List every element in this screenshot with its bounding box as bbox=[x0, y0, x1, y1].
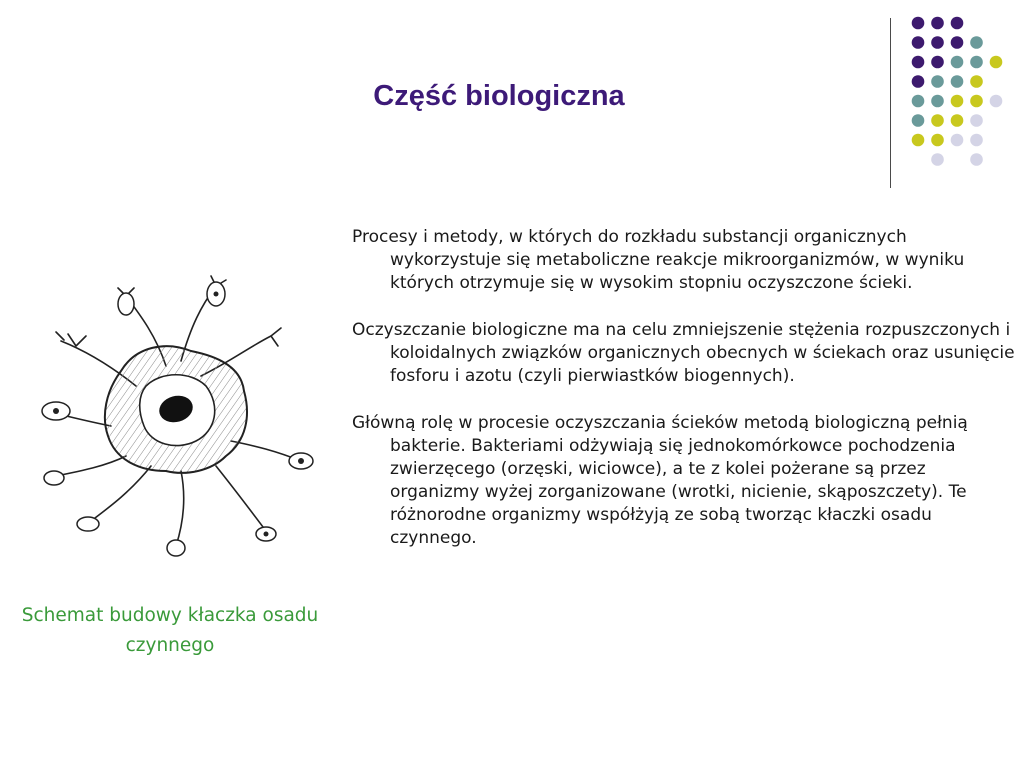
slide-title: Część biologiczna bbox=[373, 80, 625, 112]
decorative-dot bbox=[970, 56, 983, 69]
decorative-dot bbox=[990, 56, 1003, 69]
decorative-dot bbox=[970, 36, 983, 49]
illustration-caption: Schemat budowy kłaczka osadu czynnego bbox=[21, 605, 319, 656]
decorative-dot bbox=[931, 36, 944, 49]
paragraph-definition: Procesy i metody, w których do rozkładu substancji organicznych wykorzystuje się metaboliczne reakcje mikroorganizmów, w wyniku których otrzymuje się w wysokim stopniu oczyszczone ścieki. bbox=[352, 227, 965, 293]
decorative-dot bbox=[931, 134, 944, 147]
paragraph-bacteria: Główną rolę w procesie oczyszczania ścieków metodą biologiczną pełnią bakterie. Bakteriami odżywiają się jednokomórkowce pochodzenia zwierzęcego (orzęski, wiciowce), a te z kolei pożerane są przez organizmy wyżej zorganizowane (wrotki, nicienie, skąposzczety). Te różnorodne organizmy współżyją ze sobą tworząc kłaczki osadu czynnego. bbox=[352, 413, 968, 548]
decorative-dot bbox=[912, 17, 925, 30]
activated-sludge-floc-icon bbox=[16, 266, 332, 564]
decorative-dot bbox=[970, 114, 983, 127]
decorative-dot bbox=[931, 17, 944, 30]
decorative-dot bbox=[912, 36, 925, 49]
decorative-dot bbox=[931, 153, 944, 166]
decorative-dot bbox=[951, 134, 964, 147]
paragraph-purpose: Oczyszczanie biologiczne ma na celu zmniejszenie stężenia rozpuszczonych i koloidalnych związków organicznych obecnych w ściekach oraz usunięcie fosforu i azotu (czyli pierwiastków biogennych). bbox=[352, 320, 1015, 386]
decorative-dot bbox=[931, 56, 944, 69]
decorative-dot bbox=[951, 56, 964, 69]
decorative-dot bbox=[970, 134, 983, 147]
decorative-dot bbox=[970, 153, 983, 166]
decorative-dot bbox=[951, 114, 964, 127]
decorative-dot bbox=[931, 114, 944, 127]
decorative-dot bbox=[912, 114, 925, 127]
decorative-dot bbox=[912, 134, 925, 147]
decorative-dot bbox=[912, 56, 925, 69]
content-text-block bbox=[352, 226, 1018, 574]
decorative-dot bbox=[951, 17, 964, 30]
decorative-dot bbox=[951, 36, 964, 49]
